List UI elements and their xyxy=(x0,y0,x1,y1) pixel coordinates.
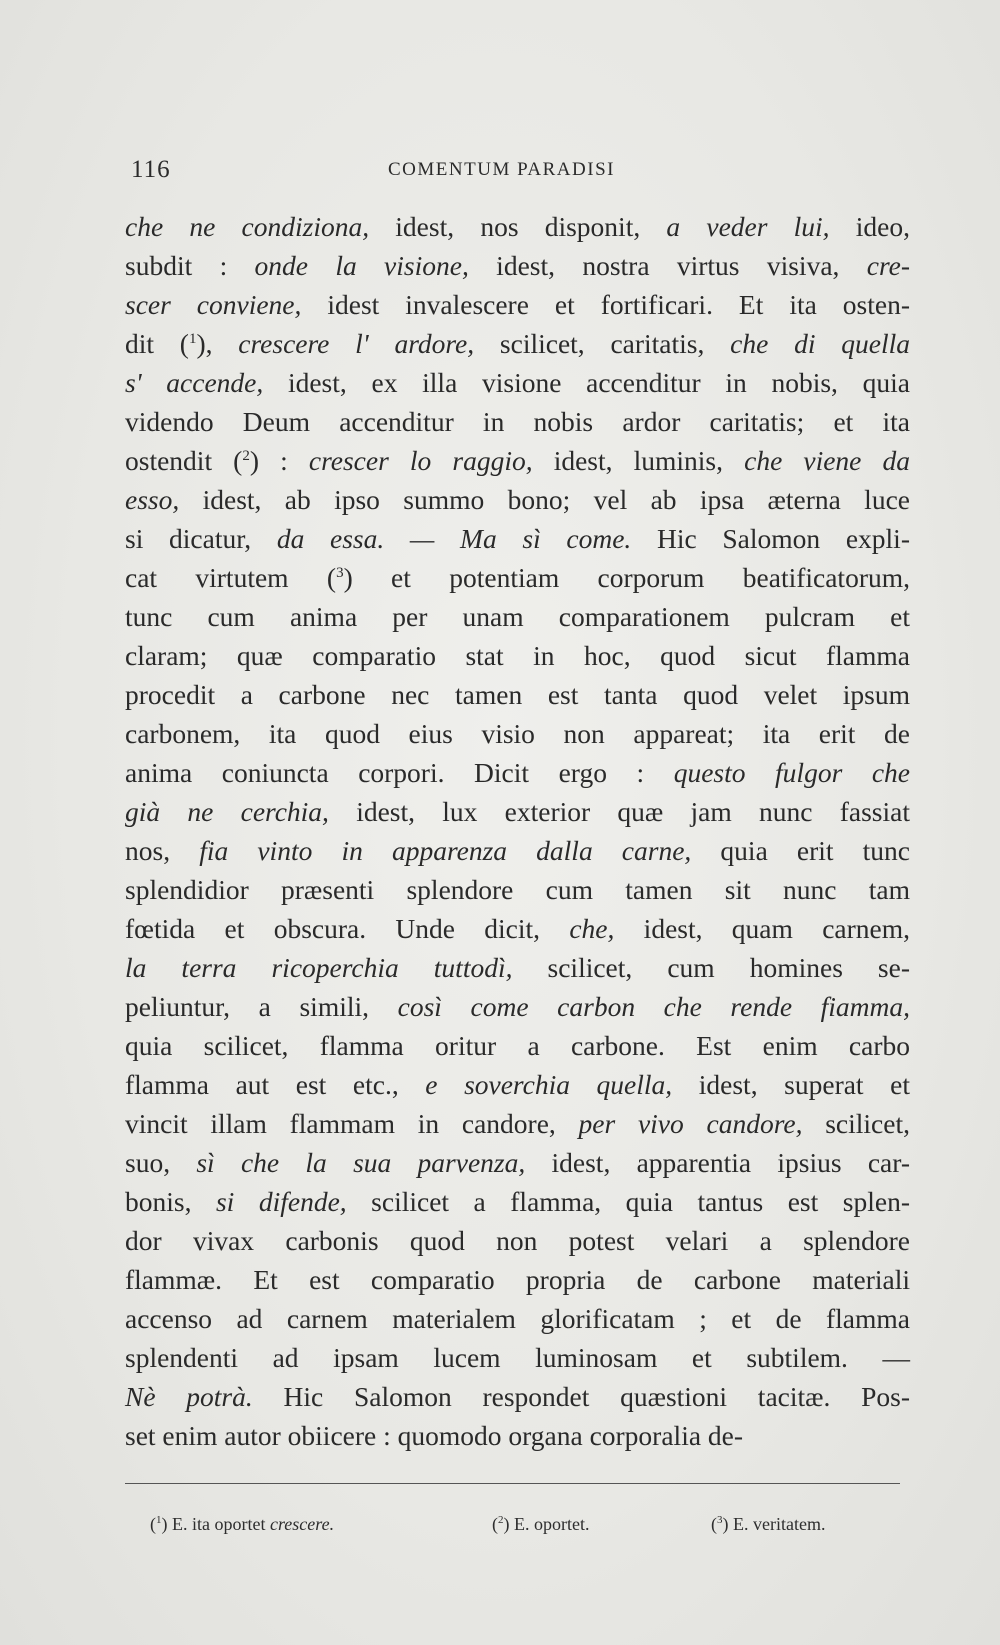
text-segment: quia scilicet, flamma oritur a carbone. Est enim carbo xyxy=(125,1030,910,1061)
italic-quotation: sì che la sua parvenza, xyxy=(196,1147,526,1178)
text-segment: scilicet, caritatis, xyxy=(474,328,731,359)
footnote-text: E. veritatem. xyxy=(733,1514,826,1534)
italic-quotation: esso, xyxy=(125,484,180,515)
text-segment: flamma aut est etc., xyxy=(125,1069,426,1100)
text-segment: idest, ex illa visione accenditur in nobis, quia xyxy=(263,367,910,398)
text-segment: accenso ad carnem materialem glorificatam ; et de flamma xyxy=(125,1303,910,1334)
text-segment: idest, luminis, xyxy=(532,445,745,476)
body-text xyxy=(125,207,910,1455)
text-segment: splendenti ad ipsam lucem luminosam et subtilem. — xyxy=(125,1342,910,1373)
text-segment: idest, nostra virtus visiva, xyxy=(468,250,867,281)
text-segment: Hic Salomon respondet quæstioni tacitæ. Pos- xyxy=(252,1381,911,1412)
text-segment: idest, ab ipso summo bono; vel ab ipsa æterna luce xyxy=(179,484,910,515)
text-line xyxy=(125,1377,910,1416)
italic-quotation: scer conviene, xyxy=(125,289,302,320)
italic-quotation: crescere l' ardore, xyxy=(238,328,475,359)
italic-quotation: onde la visione, xyxy=(254,250,469,281)
text-segment: anima coniuncta corpori. Dicit ergo : xyxy=(125,757,674,788)
page-number: 116 xyxy=(131,156,171,183)
text-segment: si dicatur, xyxy=(125,523,277,554)
text-line xyxy=(125,1416,910,1455)
text-line xyxy=(125,207,910,246)
text-line xyxy=(125,1260,910,1299)
italic-quotation: a veder lui, xyxy=(666,211,830,242)
italic-quotation: la terra ricoperchia tuttodì, xyxy=(125,952,513,983)
text-segment: ) : xyxy=(249,445,309,476)
text-segment: peliuntur, a simili, xyxy=(125,991,398,1022)
italic-quotation: e soverchia quella, xyxy=(425,1069,673,1100)
text-segment: dit ( xyxy=(125,328,189,359)
footnote-mark: 3 xyxy=(717,1514,723,1526)
footnote-text: E. ita oportet xyxy=(172,1514,270,1534)
text-line xyxy=(125,1338,910,1377)
text-segment: dor vivax carbonis quod non potest velari a splendore xyxy=(125,1225,910,1256)
footnote-rule xyxy=(125,1483,900,1484)
text-line xyxy=(125,1221,910,1260)
footnote-reference: 3 xyxy=(336,564,344,581)
italic-quotation: già ne cerchia, xyxy=(125,796,329,827)
text-segment: carbonem, ita quod eius visio non appareat; ita erit de xyxy=(125,718,910,749)
text-line xyxy=(125,558,910,597)
italic-quotation: così come carbon che rende fiamma, xyxy=(397,991,911,1022)
text-line xyxy=(125,1026,910,1065)
text-segment: idest, apparentia ipsius car- xyxy=(525,1147,911,1178)
text-line xyxy=(125,363,910,402)
text-line xyxy=(125,1143,910,1182)
text-segment: idest, nos disponit, xyxy=(369,211,667,242)
text-segment: vincit illam flammam in candore, xyxy=(125,1108,579,1139)
running-head xyxy=(131,156,910,188)
text-line xyxy=(125,519,910,558)
italic-quotation: che viene da xyxy=(744,445,910,476)
text-segment: idest, superat et xyxy=(672,1069,910,1100)
text-line xyxy=(125,1104,910,1143)
footnote-mark: 1 xyxy=(156,1514,162,1526)
text-segment: splendidior præsenti splendore cum tamen sit nunc tam xyxy=(125,874,910,905)
text-line xyxy=(125,753,910,792)
text-segment: Hic Salomon expli- xyxy=(631,523,910,554)
text-line xyxy=(125,402,910,441)
text-segment: cat virtutem ( xyxy=(125,562,337,593)
italic-quotation: fia vinto in apparenza dalla carne, xyxy=(199,835,692,866)
italic-quotation: per vivo candore, xyxy=(578,1108,803,1139)
footnote-reference: 1 xyxy=(188,330,197,347)
text-line xyxy=(125,870,910,909)
text-line xyxy=(125,714,910,753)
text-segment: quia erit tunc xyxy=(691,835,910,866)
text-segment: scilicet, xyxy=(802,1108,910,1139)
text-line xyxy=(125,636,910,675)
text-line xyxy=(125,987,910,1026)
italic-quotation: che, xyxy=(569,913,615,944)
text-line xyxy=(125,831,910,870)
text-segment: ) et potentiam corporum beatificatorum, xyxy=(343,562,911,593)
footnote-3: ($^3$) E. veritatem. xyxy=(711,1514,826,1534)
text-line xyxy=(125,285,910,324)
text-segment: scilicet, cum homines se- xyxy=(512,952,911,983)
footnote-italic-text: crescere. xyxy=(269,1514,335,1534)
text-line xyxy=(125,246,910,285)
text-segment: nos, xyxy=(125,835,200,866)
italic-quotation: che di quella xyxy=(730,328,910,359)
italic-quotation: da essa. — Ma sì come. xyxy=(276,523,632,554)
italic-quotation: crescer lo raggio, xyxy=(308,445,533,476)
italic-quotation: cre- xyxy=(866,250,910,281)
text-line xyxy=(125,1182,910,1221)
italic-quotation: questo fulgor che xyxy=(673,757,910,788)
text-line xyxy=(125,480,910,519)
footnote-reference: 2 xyxy=(242,447,250,464)
text-segment: scilicet a flamma, quia tantus est splen- xyxy=(346,1186,910,1217)
text-segment: idest invalescere et fortificari. Et ita osten- xyxy=(301,289,910,320)
footnote-text: E. oportet. xyxy=(514,1514,590,1534)
text-line xyxy=(125,1065,910,1104)
text-segment: ostendit ( xyxy=(125,445,243,476)
italic-quotation: s' accende, xyxy=(125,367,264,398)
text-segment: suo, xyxy=(125,1147,197,1178)
text-segment: claram; quæ comparatio stat in hoc, quod sicut flamma xyxy=(125,640,910,671)
text-segment: idest, lux exterior quæ jam nunc fassiat xyxy=(328,796,910,827)
text-segment: subdit : xyxy=(125,250,255,281)
text-segment: idest, quam carnem, xyxy=(614,913,910,944)
text-segment: flammæ. Et est comparatio propria de carbone materiali xyxy=(125,1264,910,1295)
text-line xyxy=(125,1299,910,1338)
text-line xyxy=(125,675,910,714)
running-title: COMENTUM PARADISI xyxy=(388,159,615,180)
text-line xyxy=(125,909,910,948)
footnotes xyxy=(150,1514,870,1538)
text-segment: fœtida et obscura. Unde dicit, xyxy=(125,913,570,944)
text-line xyxy=(125,324,910,363)
text-line xyxy=(125,597,910,636)
italic-quotation: si difende, xyxy=(215,1186,347,1217)
italic-quotation: Nè potrà. xyxy=(125,1381,253,1412)
footnote-mark: 2 xyxy=(498,1514,504,1526)
footnote-2: ($^2$) E. oportet. xyxy=(492,1514,590,1534)
text-segment: ideo, xyxy=(829,211,910,242)
text-line xyxy=(125,948,910,987)
text-segment: procedit a carbone nec tamen est tanta quod velet ipsum xyxy=(125,679,910,710)
text-segment: set enim autor obiicere : quomodo organa corporalia de- xyxy=(125,1420,744,1451)
italic-quotation: che ne condiziona, xyxy=(125,211,370,242)
text-segment: videndo Deum accenditur in nobis ardor caritatis; et ita xyxy=(125,406,910,437)
text-segment: bonis, xyxy=(125,1186,216,1217)
footnote-1: ($^1$) E. ita oportet crescere. xyxy=(150,1514,335,1534)
text-segment: ), xyxy=(196,328,239,359)
text-line xyxy=(125,792,910,831)
text-line xyxy=(125,441,910,480)
text-segment: tunc cum anima per unam comparationem pulcram et xyxy=(125,601,910,632)
